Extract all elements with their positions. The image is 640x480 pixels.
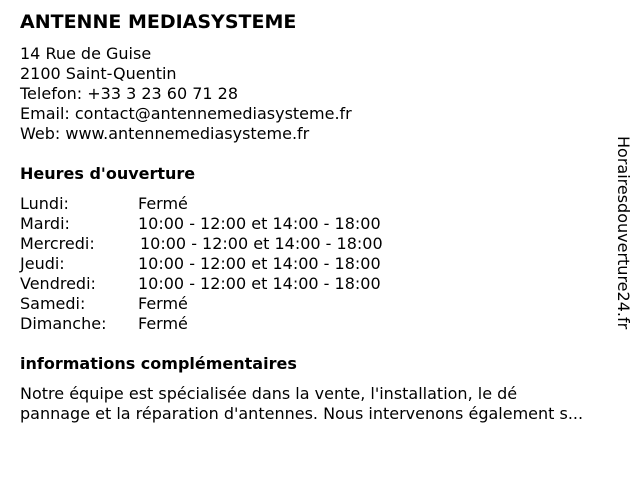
hours-value: 10:00 - 12:00 et 14:00 - 18:00 — [138, 214, 381, 233]
day-label: Mercredi: — [20, 234, 95, 253]
hours-value: 10:00 - 12:00 et 14:00 - 18:00 — [138, 274, 381, 293]
hours-value: 10:00 - 12:00 et 14:00 - 18:00 — [138, 254, 381, 273]
day-label: Dimanche: — [20, 314, 107, 333]
day-label: Vendredi: — [20, 274, 96, 293]
day-label: Samedi: — [20, 294, 86, 313]
phone-number: Telefon: +33 3 23 60 71 28 — [20, 84, 239, 103]
hours-value: Fermé — [138, 314, 188, 333]
opening-hours-heading: Heures d'ouverture — [20, 164, 196, 183]
email-address: Email: contact@antennemediasysteme.fr — [20, 104, 352, 123]
hours-value: Fermé — [138, 194, 188, 213]
hours-value: Fermé — [138, 294, 188, 313]
additional-info-line: Notre équipe est spécialisée dans la vente, l'installation, le dé — [20, 384, 518, 403]
day-label: Jeudi: — [20, 254, 65, 273]
street-address: 14 Rue de Guise — [20, 44, 152, 63]
additional-info-heading: informations complémentaires — [20, 354, 297, 373]
day-label: Lundi: — [20, 194, 69, 213]
website-address: Web: www.antennemediasysteme.fr — [20, 124, 310, 143]
additional-info-text — [20, 384, 632, 424]
hours-value: 10:00 - 12:00 et 14:00 - 18:00 — [140, 234, 383, 253]
additional-info-line: pannage et la réparation d'antennes. Nous intervenons également s... — [20, 404, 584, 423]
business-name: ANTENNE MEDIASYSTEME — [20, 11, 297, 33]
site-watermark: Horairesdouverture24.fr — [614, 136, 633, 330]
city-address: 2100 Saint-Quentin — [20, 64, 177, 83]
contact-details — [20, 44, 352, 144]
day-label: Mardi: — [20, 214, 70, 233]
